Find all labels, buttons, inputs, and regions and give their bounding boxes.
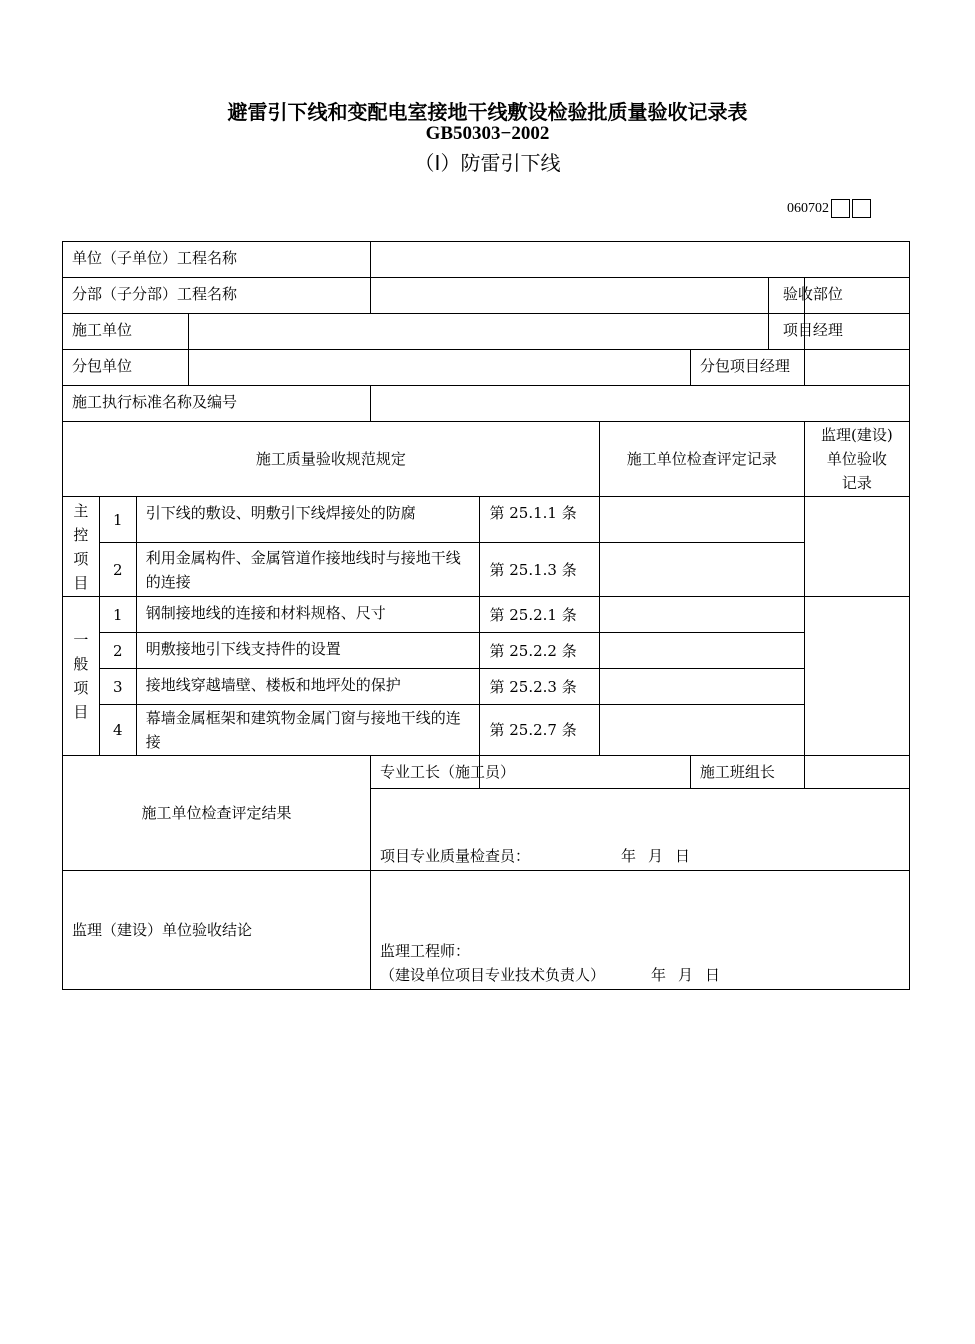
- item-number: 3: [99, 669, 136, 705]
- main-label-char: 控: [73, 525, 89, 544]
- check-record-cell[interactable]: [599, 633, 804, 669]
- label-sub-project: 分部（子分部）工程名称: [63, 278, 371, 314]
- item-clause: 第 25.2.1 条: [480, 597, 599, 633]
- form-subtitle: （Ⅰ）防雷引下线: [414, 151, 561, 175]
- general-item-row: [63, 669, 910, 705]
- label-conclusion: 监理（建设）单位验收结论: [63, 871, 371, 990]
- result-signature-line: [380, 844, 900, 868]
- date-month: 月: [677, 966, 693, 984]
- general-label-char: 目: [73, 703, 89, 721]
- header-check-record: 施工单位检查评定记录: [599, 422, 804, 497]
- check-record-cell[interactable]: [599, 705, 804, 756]
- row-conclusion: [63, 871, 910, 990]
- conclusion-sign-area[interactable]: [370, 871, 909, 990]
- standard-code: GB50303−2002: [425, 123, 550, 144]
- main-item-row: [63, 543, 910, 597]
- date-day: 日: [674, 847, 690, 865]
- result-date: [609, 844, 690, 868]
- label-standard-name: 施工执行标准名称及编号: [63, 386, 371, 422]
- check-record-cell[interactable]: [599, 597, 804, 633]
- item-number: 4: [99, 705, 136, 756]
- item-text: 接地线穿越墙壁、楼板和地坪处的保护: [136, 669, 480, 705]
- check-record-cell[interactable]: [599, 669, 804, 705]
- header-supervision: [804, 422, 909, 497]
- label-acceptance-part: 验收部位: [768, 278, 804, 314]
- label-owner-representative: （建设单位项目专业技术负责人）: [379, 966, 605, 984]
- item-number: 2: [99, 543, 136, 597]
- item-clause: 第 25.1.1 条: [480, 497, 599, 543]
- general-label-char: 一: [73, 631, 89, 649]
- label-construction-unit: 施工单位: [63, 314, 189, 350]
- supervision-record-cell[interactable]: [804, 497, 909, 597]
- item-text: 引下线的敷设、明敷引下线焊接处的防腐: [136, 497, 480, 543]
- row-standard: [63, 386, 910, 422]
- label-unit-project: 单位（子单位）工程名称: [63, 242, 371, 278]
- general-item-row: [63, 705, 910, 756]
- row-sub-project: [63, 278, 910, 314]
- row-column-headers: [63, 422, 910, 497]
- item-clause: 第 25.1.3 条: [480, 543, 599, 597]
- row-result-signers: [63, 756, 910, 789]
- general-label-char: 项: [73, 679, 89, 697]
- header-supervision-line-1: 监理(建设): [820, 426, 893, 444]
- row-unit-project: [63, 242, 910, 278]
- field-construction-unit[interactable]: [188, 314, 768, 350]
- form-title: 避雷引下线和变配电室接地干线敷设检验批质量验收记录表: [227, 100, 748, 124]
- acceptance-record-table: [62, 241, 910, 990]
- form-code: 060702: [787, 200, 829, 216]
- date-day: 日: [704, 966, 720, 984]
- form-number: [787, 199, 871, 218]
- field-subcontract-unit[interactable]: [188, 350, 690, 386]
- field-standard-name[interactable]: [370, 386, 909, 422]
- result-sign-area[interactable]: [370, 789, 909, 871]
- item-text: 利用金属构件、金属管道作接地线时与接地干线的连接: [136, 543, 480, 597]
- item-number: 1: [99, 497, 136, 543]
- main-label-char: 项: [73, 549, 89, 568]
- date-year: 年: [620, 847, 636, 865]
- label-quality-inspector: 项目专业质量检查员：: [379, 847, 530, 865]
- conclusion-signature-line: [380, 963, 900, 987]
- general-items-label: [63, 597, 100, 756]
- item-clause: 第 25.2.7 条: [480, 705, 599, 756]
- item-clause: 第 25.2.3 条: [480, 669, 599, 705]
- label-subcontract-manager: 分包项目经理: [690, 350, 804, 386]
- label-foreman: 专业工长（施工员）: [370, 756, 480, 789]
- general-label-char: 般: [73, 655, 89, 673]
- field-unit-project[interactable]: [370, 242, 909, 278]
- conclusion-date: [639, 963, 720, 987]
- field-team-leader[interactable]: [804, 756, 909, 789]
- main-label-char: 主: [73, 501, 89, 520]
- row-construction-unit: [63, 314, 910, 350]
- item-text: 钢制接地线的连接和材料规格、尺寸: [136, 597, 480, 633]
- date-month: 月: [647, 847, 663, 865]
- general-item-row: [63, 633, 910, 669]
- item-text: 明敷接地引下线支持件的设置: [136, 633, 480, 669]
- label-supervision-engineer: 监理工程师：: [379, 942, 470, 960]
- row-subcontract: [63, 350, 910, 386]
- item-number: 2: [99, 633, 136, 669]
- item-clause: 第 25.2.2 条: [480, 633, 599, 669]
- label-check-result: 施工单位检查评定结果: [63, 756, 371, 871]
- code-box-1[interactable]: [831, 199, 850, 218]
- supervision-record-cell[interactable]: [804, 597, 909, 756]
- header-spec: 施工质量验收规范规定: [63, 422, 600, 497]
- date-year: 年: [650, 966, 666, 984]
- main-item-row: [63, 497, 910, 543]
- header-supervision-line-3: 记录: [841, 474, 872, 492]
- general-item-row: [63, 597, 910, 633]
- header-supervision-line-2: 单位验收: [826, 450, 887, 468]
- field-sub-project[interactable]: [370, 278, 768, 314]
- item-text: 幕墙金属框架和建筑物金属门窗与接地干线的连接: [136, 705, 480, 756]
- label-subcontract-unit: 分包单位: [63, 350, 189, 386]
- check-record-cell[interactable]: [599, 543, 804, 597]
- code-box-2[interactable]: [852, 199, 871, 218]
- item-number: 1: [99, 597, 136, 633]
- label-team-leader: 施工班组长: [690, 756, 804, 789]
- label-project-manager: 项目经理: [768, 314, 804, 350]
- main-label-char: 目: [73, 573, 89, 592]
- main-items-label: [63, 497, 100, 597]
- check-record-cell[interactable]: [599, 497, 804, 543]
- field-subcontract-manager[interactable]: [804, 350, 909, 386]
